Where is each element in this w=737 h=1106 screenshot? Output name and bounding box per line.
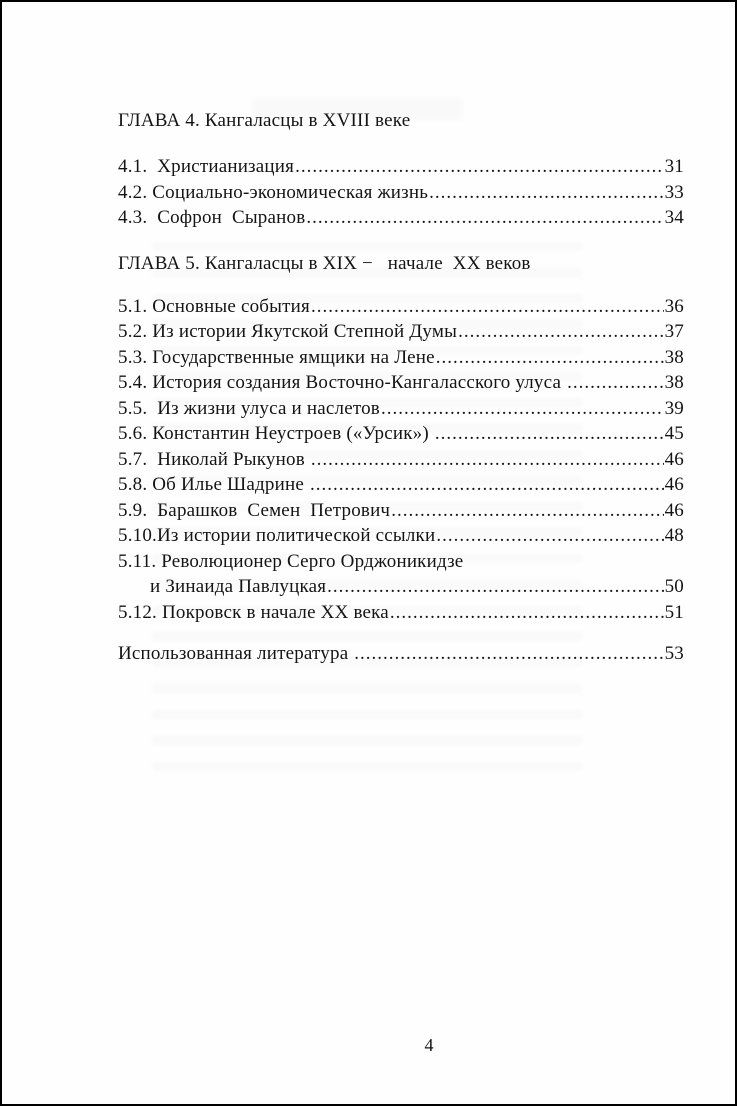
toc-entry	[118, 447, 684, 473]
toc-entry-label: 4.2. Социально-экономическая жизнь	[118, 181, 429, 203]
toc-entry	[118, 294, 684, 320]
toc-entry-label: 4.1. Христианизация	[118, 156, 295, 177]
toc-entry-label: 4.3. Софрон Сыранов	[118, 207, 306, 228]
page-number: 4	[424, 1035, 434, 1055]
toc-entry-page: 34	[664, 207, 684, 228]
dot-leader	[429, 180, 663, 206]
dot-leader	[436, 345, 664, 371]
toc-entry-literature	[118, 641, 684, 667]
toc-entry-label: 5.9. Барашков Семен Петрович	[118, 499, 391, 521]
toc-entry-label: Использованная литература	[118, 643, 354, 664]
toc-entry-label: 5.3. Государственные ямщики на Лене	[118, 346, 435, 368]
dot-leader	[310, 472, 664, 498]
toc-entry-label: и Зинаида Павлуцкая	[150, 576, 327, 597]
dot-leader	[381, 396, 664, 422]
toc-entry	[118, 600, 684, 626]
chapter-heading: ГЛАВА 4. Кангаласцы в XVIII веке	[118, 110, 411, 131]
toc-entry	[118, 154, 684, 180]
toc-entry	[118, 421, 684, 447]
toc-entry-line1	[118, 549, 684, 575]
toc-entry	[118, 472, 684, 498]
toc-entry-label: 5.7. Николай Рыкунов	[118, 448, 310, 470]
dot-leader	[311, 447, 664, 473]
toc-entry-page: 48	[664, 525, 684, 546]
toc-entry-page: 38	[664, 346, 684, 368]
toc-entry-page: 46	[664, 474, 684, 495]
table-of-contents	[118, 108, 684, 667]
dot-leader	[390, 600, 664, 626]
toc-entry	[118, 180, 684, 206]
toc-entry-page: 39	[664, 397, 684, 419]
dot-leader	[354, 641, 663, 667]
toc-entry-label: 5.12. Покровск в начале XX века	[118, 601, 389, 623]
toc-entry	[118, 319, 684, 345]
toc-entry	[118, 396, 684, 422]
toc-entry-label: 5.11. Революционер Серго Орджоникидзе	[118, 550, 464, 572]
dot-leader	[458, 319, 664, 345]
dot-leader	[435, 421, 664, 447]
toc-entry-page: 53	[664, 643, 684, 664]
dot-leader	[311, 294, 664, 320]
toc-entry	[118, 345, 684, 371]
toc-entry-page: 37	[664, 321, 684, 342]
toc-entry-line2	[118, 574, 684, 600]
toc-entry	[118, 498, 684, 524]
toc-entry-page: 46	[664, 448, 684, 470]
toc-entry	[118, 205, 684, 231]
dot-leader	[306, 205, 663, 231]
toc-entry-page: 36	[664, 295, 684, 317]
dot-leader	[567, 370, 664, 396]
toc-entry-page: 33	[664, 181, 684, 203]
toc-entry-label: 5.10.Из истории политической ссылки	[118, 525, 436, 546]
chapter-heading: ГЛАВА 5. Кангаласцы в XIX − начале XX веков	[118, 252, 531, 274]
toc-entry-page: 38	[664, 372, 684, 393]
toc-entry-page: 51	[664, 601, 684, 623]
toc-entry-label: 5.6. Константин Неустроев («Урсик»)	[118, 423, 434, 444]
toc-entry	[118, 370, 684, 396]
toc-entry-label: 5.2. Из истории Якутской Степной Думы	[118, 321, 458, 342]
dot-leader	[295, 154, 664, 180]
dot-leader	[436, 523, 663, 549]
toc-entry-label: 5.5. Из жизни улуса и наслетов	[118, 397, 380, 419]
toc-entry-page: 31	[664, 156, 684, 177]
toc-entry-label: 5.1. Основные события	[118, 295, 310, 317]
toc-entry	[118, 523, 684, 549]
toc-entry-label: 5.4. История создания Восточно-Кангаласского улуса	[118, 372, 567, 393]
dot-leader	[391, 498, 663, 524]
toc-entry-page: 46	[664, 499, 684, 521]
toc-entry-label: 5.8. Об Илье Шадрине	[118, 474, 309, 495]
dot-leader	[327, 574, 663, 600]
toc-entry-page: 45	[664, 423, 684, 444]
toc-entry-page: 50	[664, 576, 684, 597]
